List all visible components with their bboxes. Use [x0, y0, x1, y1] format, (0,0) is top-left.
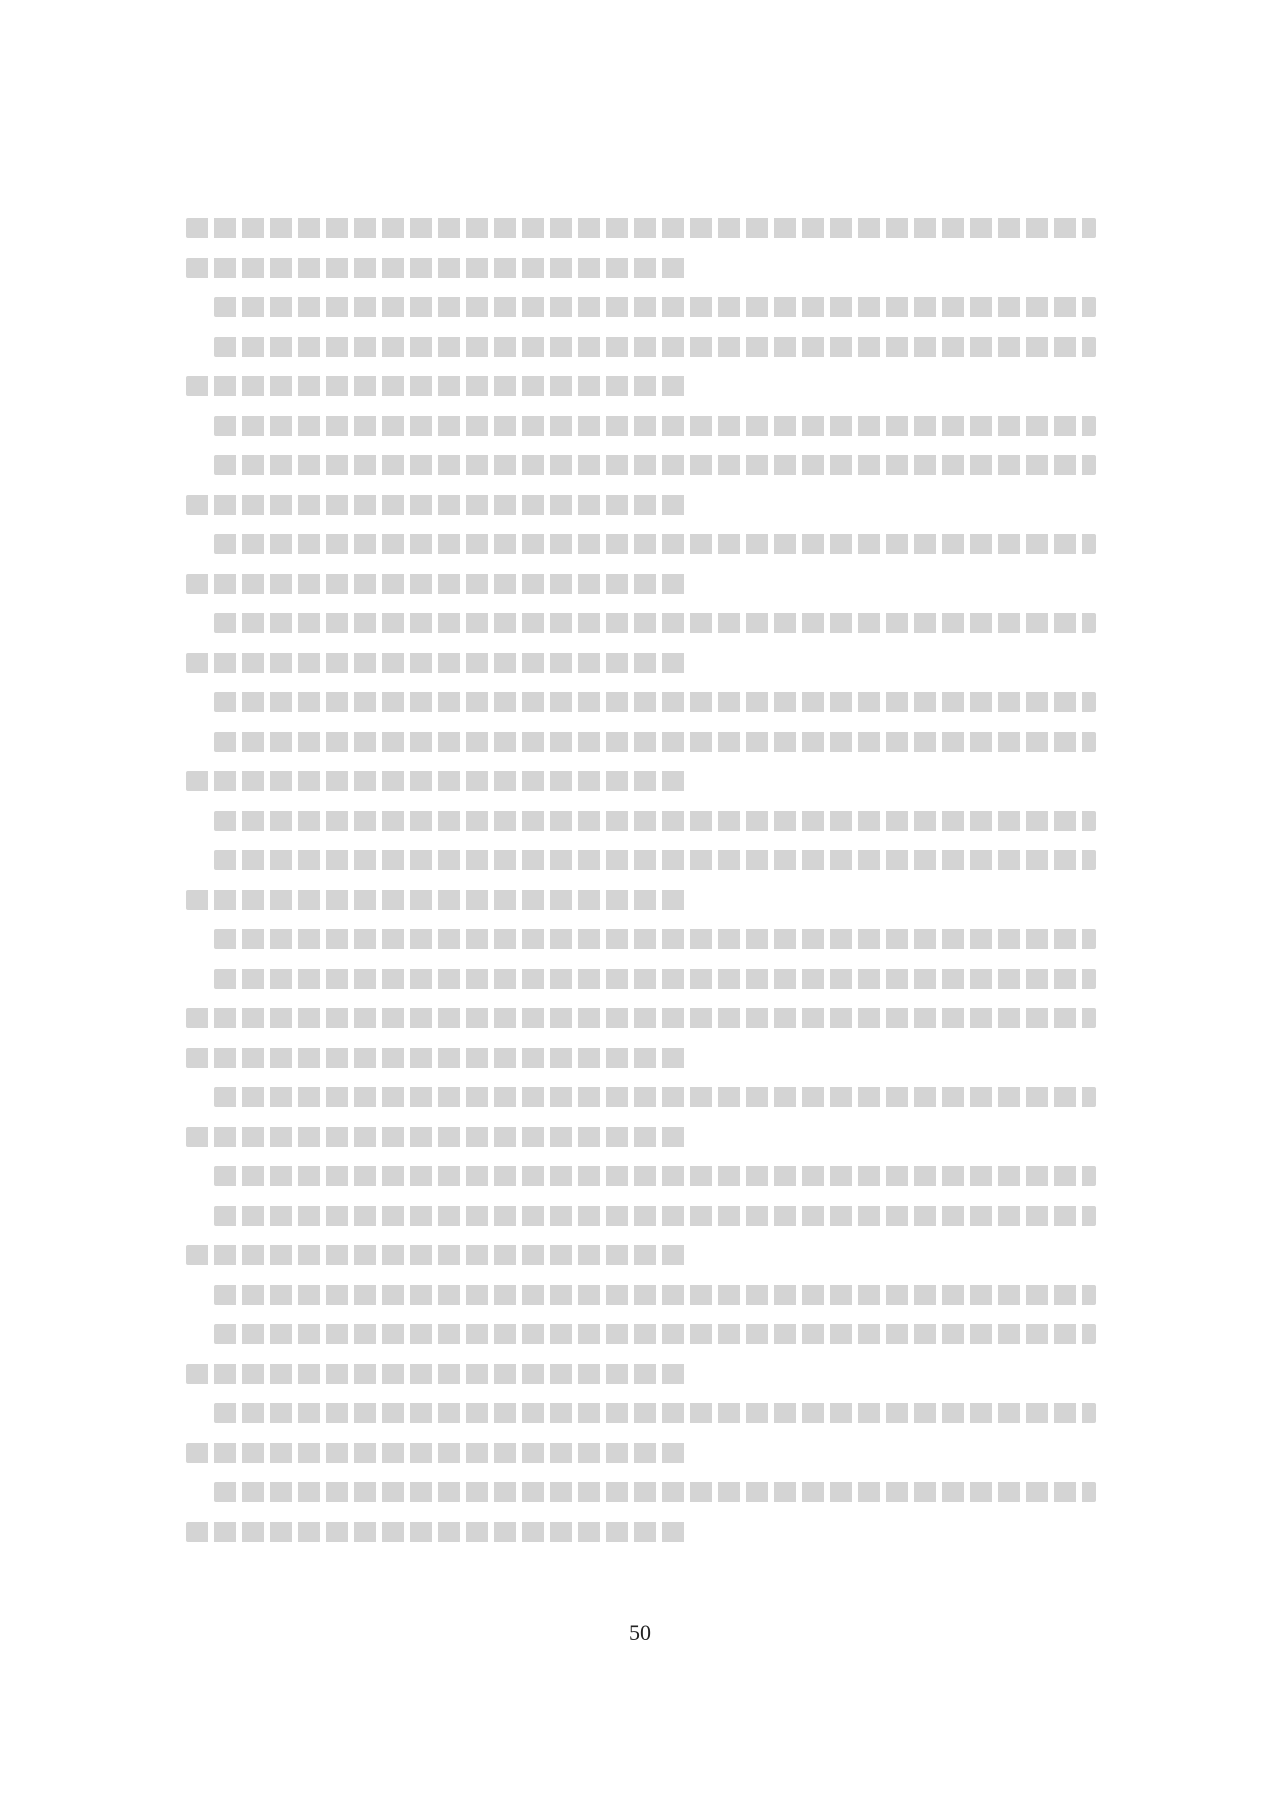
paragraph	[186, 969, 1096, 1068]
paragraph	[186, 732, 1096, 792]
text-line-placeholder	[214, 850, 1096, 870]
text-line-placeholder	[186, 376, 687, 396]
text-line-placeholder	[186, 771, 687, 791]
paragraph	[186, 1166, 1096, 1186]
text-line-placeholder	[186, 258, 687, 278]
paragraph	[186, 811, 1096, 831]
paragraph	[186, 455, 1096, 515]
text-line-placeholder	[214, 1166, 1096, 1186]
paragraph	[186, 337, 1096, 397]
text-line-placeholder	[214, 613, 1096, 633]
text-line-placeholder	[186, 1443, 687, 1463]
paragraph	[186, 1285, 1096, 1305]
document-body	[186, 218, 1096, 1561]
text-line-placeholder	[214, 337, 1096, 357]
paragraph	[186, 692, 1096, 712]
text-line-placeholder	[214, 929, 1096, 949]
text-line-placeholder	[186, 218, 1096, 238]
text-line-placeholder	[186, 1008, 1096, 1028]
page-number: 50	[629, 1620, 651, 1645]
text-line-placeholder	[186, 1245, 687, 1265]
text-line-placeholder	[214, 811, 1096, 831]
paragraph	[186, 1324, 1096, 1384]
paragraph	[186, 1206, 1096, 1266]
paragraph	[186, 1087, 1096, 1147]
text-line-placeholder	[186, 890, 687, 910]
text-line-placeholder	[186, 495, 687, 515]
text-line-placeholder	[186, 574, 687, 594]
text-line-placeholder	[186, 1127, 687, 1147]
paragraph	[186, 218, 1096, 278]
text-line-placeholder	[214, 1482, 1096, 1502]
text-line-placeholder	[214, 732, 1096, 752]
paragraph	[186, 416, 1096, 436]
text-line-placeholder	[214, 1324, 1096, 1344]
text-line-placeholder	[186, 1364, 687, 1384]
text-line-placeholder	[214, 692, 1096, 712]
text-line-placeholder	[214, 416, 1096, 436]
text-line-placeholder	[214, 1403, 1096, 1423]
text-line-placeholder	[214, 534, 1096, 554]
text-line-placeholder	[186, 1522, 687, 1542]
paragraph	[186, 297, 1096, 317]
paragraph	[186, 1403, 1096, 1463]
text-line-placeholder	[186, 1048, 687, 1068]
text-line-placeholder	[214, 1206, 1096, 1226]
paragraph	[186, 929, 1096, 949]
text-line-placeholder	[214, 455, 1096, 475]
paragraph	[186, 850, 1096, 910]
text-line-placeholder	[186, 653, 687, 673]
text-line-placeholder	[214, 297, 1096, 317]
paragraph	[186, 1482, 1096, 1542]
text-line-placeholder	[214, 969, 1096, 989]
text-line-placeholder	[214, 1087, 1096, 1107]
paragraph	[186, 534, 1096, 594]
text-line-placeholder	[214, 1285, 1096, 1305]
paragraph	[186, 613, 1096, 673]
